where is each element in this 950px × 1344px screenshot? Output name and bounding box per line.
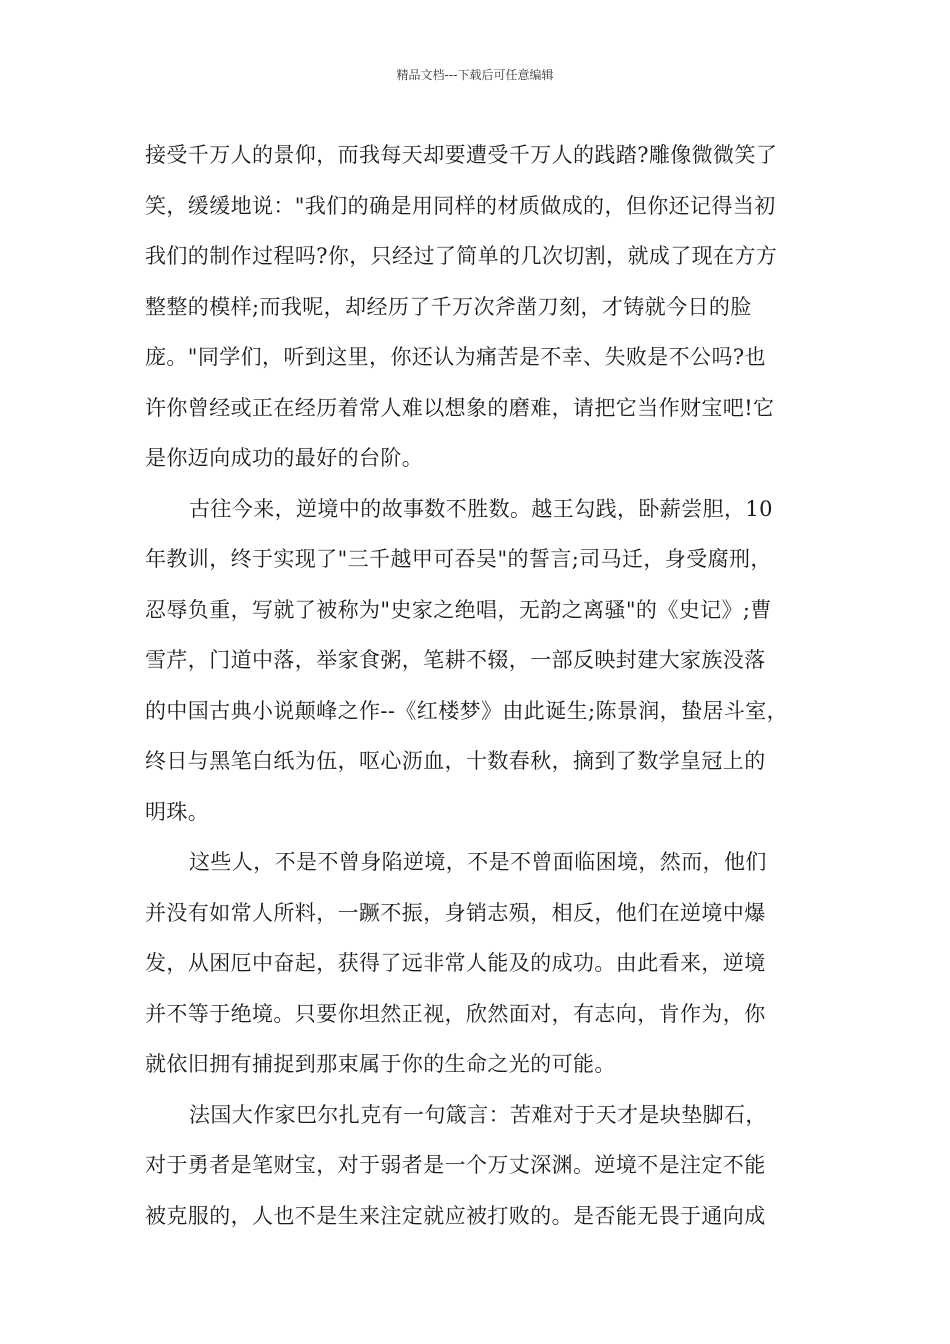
page-header: 精品文档---下载后可任意编辑 (396, 68, 554, 82)
text-line: 是你迈向成功的最好的台阶。 (145, 446, 424, 470)
text-line: 对于勇者是笔财宝，对于弱者是一个万丈深渊。逆境不是注定不能 (145, 1153, 766, 1177)
text-line: 就依旧拥有捕捉到那束属于你的生命之光的可能。 (145, 1052, 616, 1076)
document-body (145, 130, 825, 1241)
text-line: 明珠。 (145, 799, 210, 824)
text-line: 发，从困厄中奋起，获得了远非常人能及的成功。由此看来，逆境 (145, 951, 766, 975)
text-line: 这些人，不是不曾身陷逆境，不是不曾面临困境，然而，他们 (189, 850, 767, 874)
text-line: 终日与黑笔白纸为伍，呕心沥血，十数春秋，摘到了数学皇冠上的 (145, 749, 766, 773)
text-line: 忍辱负重，写就了被称为"史家之绝唱，无韵之离骚"的《史记》;曹 (145, 597, 772, 622)
text-line: 许你曾经或正在经历着常人难以想象的磨难，请把它当作财宝吧!它 (145, 395, 775, 420)
text-line: 的中国古典小说颠峰之作--《红楼梦》由此诞生;陈景润，蛰居斗室， (145, 698, 789, 723)
paragraph-3 (145, 837, 825, 1090)
text-line: 并不等于绝境。只要你坦然正视，欣然面对，有志向，肯作为，你 (145, 1001, 766, 1026)
paragraph-1 (145, 130, 825, 484)
text-line: 我们的制作过程吗?你，只经过了简单的几次切割，就成了现在方方 (145, 244, 778, 268)
text-line: 雪芹，门道中落，举家食粥，笔耕不辍，一部反映封建大家族没落 (145, 648, 766, 672)
text-line: 年教训，终于实现了"三千越甲可吞吴"的誓言;司马迁，身受腐刑， (145, 547, 772, 571)
text-line: 古往今来，逆境中的故事数不胜数。越王勾践，卧薪尝胆，10 (189, 496, 773, 521)
paragraph-2 (145, 484, 825, 838)
text-line: 笑，缓缓地说："我们的确是用同样的材质做成的，但你还记得当初 (145, 193, 776, 218)
paragraph-4 (145, 1090, 825, 1242)
text-line: 法国大作家巴尔扎克有一句箴言：苦难对于天才是块垫脚石， (189, 1102, 767, 1127)
text-line: 整整的模样;而我呢，却经历了千万次斧凿刀刻，才铸就今日的脸 (145, 294, 752, 319)
text-line: 被克服的，人也不是生来注定就应被打败的。是否能无畏于通向成 (145, 1203, 766, 1228)
text-line: 接受千万人的景仰，而我每天却要遭受千万人的践踏?雕像微微笑了 (145, 143, 778, 167)
text-line: 并没有如常人所料，一蹶不振，身销志殒，相反，他们在逆境中爆 (145, 900, 766, 925)
text-line: 庞。"同学们，听到这里，你还认为痛苦是不幸、失败是不公吗?也 (145, 345, 766, 369)
